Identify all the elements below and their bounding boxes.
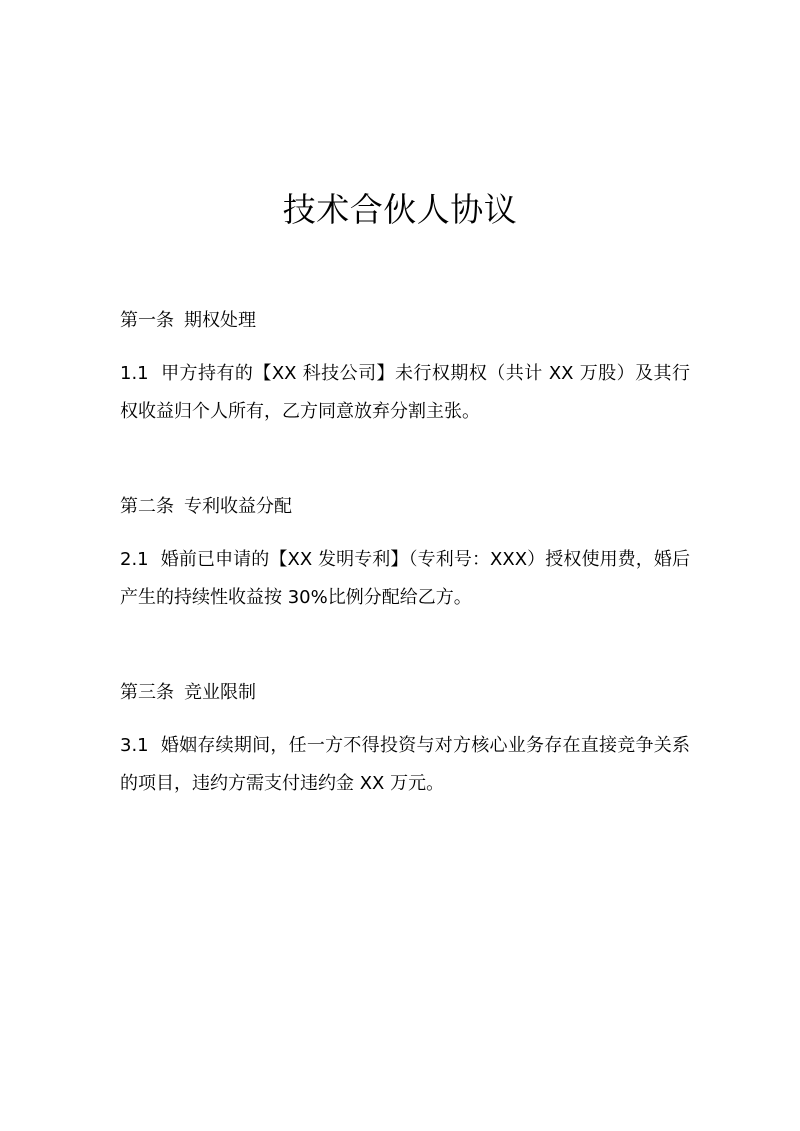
clause-text: 婚姻存续期间，任一方不得投资与对方核心业务存在直接竞争关系的项目，违约方需支付违约金 XX 万元。 [120, 735, 690, 794]
section-heading [120, 681, 690, 705]
clause-3-1 [120, 727, 690, 803]
clause-number: 1.1 [120, 363, 149, 384]
section-title: 专利收益分配 [184, 496, 292, 517]
section-heading [120, 495, 690, 519]
section-heading [120, 309, 690, 333]
clause-1-1 [120, 355, 690, 431]
clause-2-1 [120, 541, 690, 617]
clause-text: 甲方持有的【XX 科技公司】未行权期权（共计 XX 万股）及其行权收益归个人所有，乙方同意放弃分割主张。 [120, 363, 690, 422]
section-number: 第一条 [120, 310, 174, 331]
section-title: 期权处理 [184, 310, 256, 331]
clause-number: 2.1 [120, 549, 149, 570]
clause-number: 3.1 [120, 735, 149, 756]
section-number: 第二条 [120, 496, 174, 517]
document-title: 技术合伙人协议 [282, 190, 518, 230]
clause-text: 婚前已申请的【XX 发明专利】（专利号：XXX）授权使用费，婚后产生的持续性收益按 30%比例分配给乙方。 [120, 549, 690, 608]
section-2 [120, 495, 690, 635]
section-3 [120, 681, 690, 821]
section-number: 第三条 [120, 682, 174, 703]
section-1 [120, 309, 690, 449]
section-title: 竞业限制 [184, 682, 256, 703]
